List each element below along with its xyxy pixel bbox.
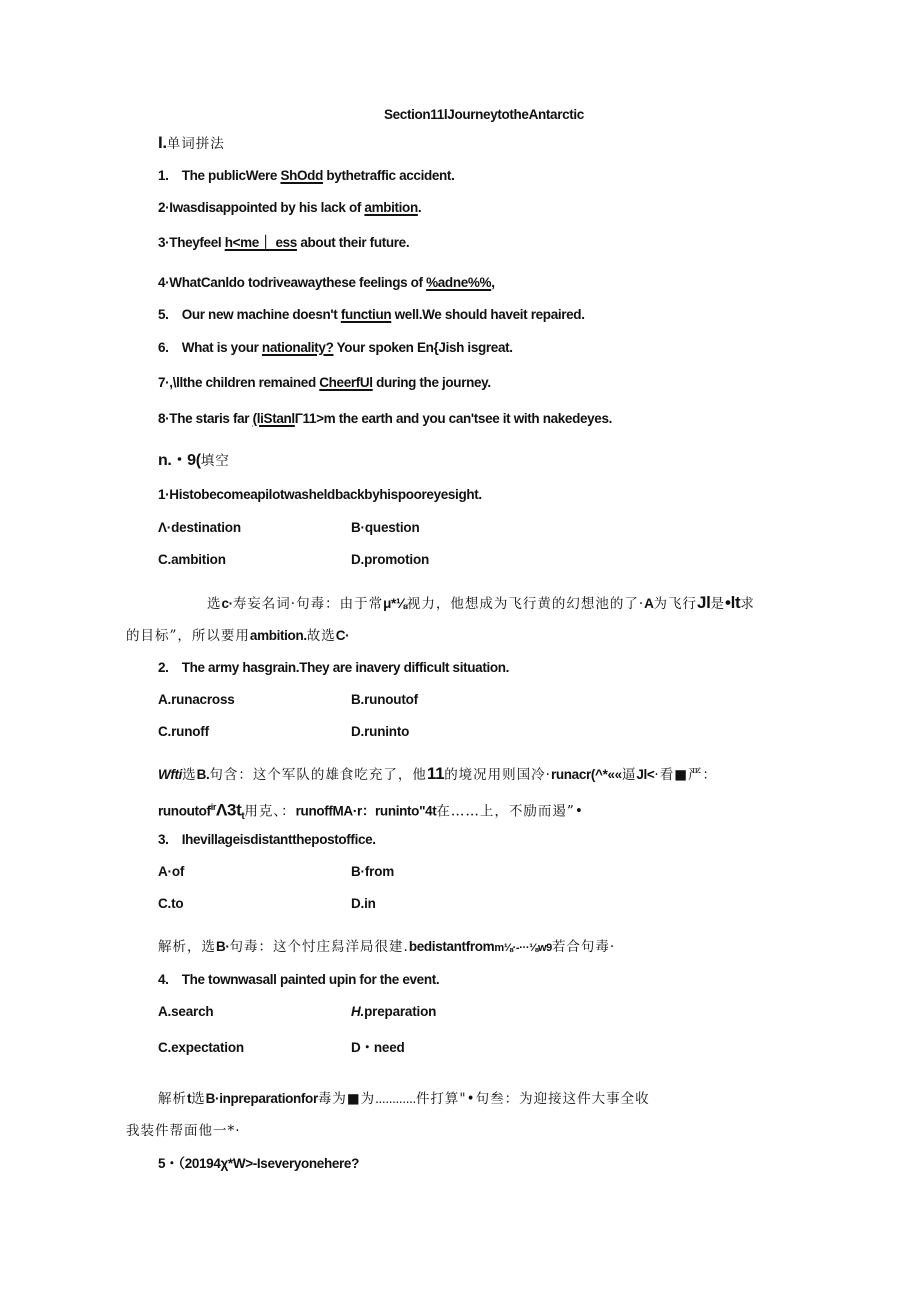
vocab-answer: ShOdd <box>280 168 323 183</box>
question-1-option-c: C.ambition <box>158 552 226 567</box>
vocab-answer: nationality? <box>261 340 334 355</box>
vocab-answer: CheerfUl <box>319 375 373 390</box>
question-1-stem: 1·Histobecomeapilotwasheldbackbyhispooreyesight. <box>158 487 482 502</box>
part2-heading-cn: 填空 <box>200 453 230 469</box>
question-3-option-d: D.in <box>351 896 376 911</box>
question-4-explanation-line-1: 解析t选B·inpreparationfor毒为■为............件打算"•句叁：为迎接这件大事全收 <box>158 1091 650 1107</box>
part1-heading <box>158 134 225 153</box>
question-2-stem: 2. The army hasgrain.They are inavery difficult situation. <box>158 660 510 675</box>
vocab-item-2: 2·Iwasdisappointed by his lack of ambition. <box>158 200 422 215</box>
vocab-answer: ambition <box>364 200 418 215</box>
part1-heading-cn: 单词拼法 <box>166 136 225 152</box>
part2-heading-num: n.・9( <box>158 452 201 469</box>
question-4-option-c: C.expectation <box>158 1040 244 1055</box>
vocab-answer: (liStanl <box>252 411 295 426</box>
question-5-stem: 5・（20194χ*W>-Iseveryonehere? <box>158 1156 359 1171</box>
question-2-option-d: D.runinto <box>351 724 410 739</box>
vocab-answer: functiun <box>340 307 392 322</box>
question-4-stem: 4. The townwasall painted upin for the event. <box>158 972 440 987</box>
question-3-stem: 3. Ihevillageisdistantthepostoffice. <box>158 832 376 847</box>
page-title: Section11lJourneytotheAntarctic <box>384 107 584 122</box>
question-2-explanation-line-2: $runoutof^{ir}\Lambda 3t_t$用克、：runoffMA·r：runinto"4t在……上，不励而遏”• <box>158 800 584 823</box>
vocab-answer: %adne%% <box>426 275 492 290</box>
question-1-option-d: D.promotion <box>351 552 430 567</box>
question-3-option-b: B·from <box>351 864 395 879</box>
question-2-option-a: A.runacross <box>158 692 235 707</box>
question-1-explanation-line-2: 的目标”，所以要用ambition.故选C· <box>126 628 350 644</box>
question-1-option-b: B·question <box>351 520 420 535</box>
question-2-explanation-line-1: Wfti选B.句含：这个军队的雄食吃充了，他11的境况用则国冷·runacr(^*««逼Jl<·看■严： <box>158 764 717 783</box>
part1-heading-num: I. <box>158 133 167 152</box>
vocab-item-3: 3·Theyfeel h<me｜ ess about their future. <box>158 235 410 250</box>
vocab-item-7: 7·,\llthe children remained CheerfUl during the journey. <box>158 375 491 390</box>
question-3-explanation: 解析，选B·句毒：这个忖庄舄洋局很建.bedistantfromm⅛·-···⅛w9若合句毒· <box>158 939 616 955</box>
question-1-option-a: Λ·destination <box>158 520 241 535</box>
vocab-item-1: 1. The publicWere ShOdd bythetraffic accident. <box>158 168 455 183</box>
question-2-option-b: B.runoutof <box>351 692 418 707</box>
question-4-option-a: A.search <box>158 1004 214 1019</box>
part2-heading <box>158 452 230 470</box>
question-1-explanation-line-1: 选c·寿妄名词·句毒：由于常μ*⅛视力，他想成为飞行黄的幻想池的了·A为飞行Jl是•lt求 <box>207 593 755 612</box>
question-2-option-c: C.runoff <box>158 724 209 739</box>
question-4-explanation-line-2: 我装件帮面他一*· <box>126 1123 241 1139</box>
vocab-item-6: 6. What is your nationality? Your spoken En{Jish isgreat. <box>158 340 513 355</box>
vocab-item-8: 8·The staris far (liStanlΓ11>m the earth and you can'tsee it with nakedeyes. <box>158 411 613 426</box>
vocab-item-5: 5. Our new machine doesn't functiun well.We should haveit repaired. <box>158 307 585 322</box>
vocab-item-4: 4·WhatCanldo todriveawaythese feelings of %adne%%, <box>158 275 495 290</box>
vocab-answer: h<me｜ ess <box>224 235 297 250</box>
question-4-option-d: D・need <box>351 1040 405 1055</box>
question-4-option-b: H.preparation <box>351 1004 437 1019</box>
question-3-option-a: A·of <box>158 864 185 879</box>
question-3-option-c: C.to <box>158 896 184 911</box>
